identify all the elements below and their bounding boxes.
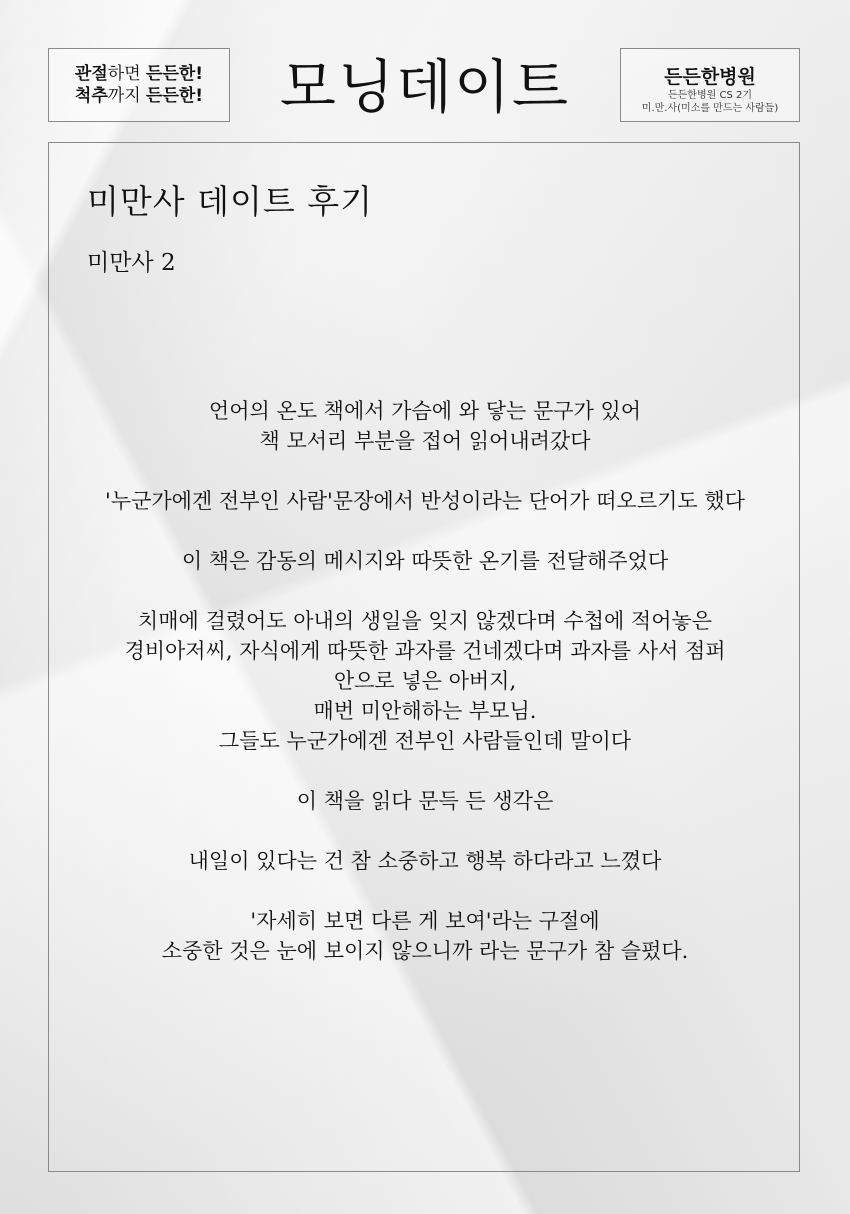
article-title: 미만사 데이트 후기 [87,182,374,221]
body-line: 내일이 있다는 건 참 소중하고 행복 하다라고 느꼈다 [188,849,662,873]
slogan-emphasis: 든든한! [146,86,204,106]
masthead-title: 모닝데이트 [279,53,571,121]
slogan-line-1 [49,63,229,85]
slogan-keyword: 관절 [74,64,108,84]
hospital-team-desc: 미.만.사(미소를 만드는 사람들) [641,103,779,114]
body-line: 이 책은 감동의 메시지와 따뜻한 온기를 전달해주었다 [181,549,669,573]
body-line: 매번 미안해하는 부모님. [313,699,537,723]
hospital-team: 든든한병원 CS 2기 [667,90,752,101]
paragraph [60,546,790,576]
body-line: 경비아저씨, 자식에게 따뜻한 과자를 건네겠다며 과자를 사서 점퍼 [124,639,726,663]
slogan-line-2 [49,85,229,107]
paragraph [60,846,790,876]
body-line: 언어의 온도 책에서 가슴에 와 닿는 문구가 있어 [208,399,642,423]
paragraph [60,486,790,516]
slogan-text: 까지 [107,86,147,106]
slogan-box [48,48,230,122]
hospital-box [620,48,800,122]
paragraph [60,786,790,816]
body-line: 그들도 누군가에겐 전부인 사람들인데 말이다 [218,729,632,753]
paragraph [60,906,790,966]
body-line: '누군가에겐 전부인 사람'문장에서 반성이라는 단어가 떠오르기도 했다 [105,489,745,513]
paragraph [60,396,790,456]
article-body [60,396,790,996]
body-line: 이 책을 읽다 문득 든 생각은 [296,789,554,813]
slogan-emphasis: 든든한! [146,64,204,84]
paragraph [60,606,790,756]
body-line: '자세히 보면 다른 게 보여'라는 구절에 [250,909,600,933]
hospital-name: 든든한병원 [664,66,756,88]
slogan-text: 하면 [107,64,147,84]
slogan-keyword: 척추 [74,86,108,106]
body-line: 책 모서리 부분을 접어 읽어내려갔다 [259,429,591,453]
body-line: 안으로 넣은 아버지, [333,669,517,693]
body-line: 소중한 것은 눈에 보이지 않으니까 라는 문구가 참 슬펐다. [161,939,689,963]
article-author: 미만사 2 [87,250,176,276]
body-line: 치매에 걸렸어도 아내의 생일을 잊지 않겠다며 수첩에 적어놓은 [137,609,713,633]
